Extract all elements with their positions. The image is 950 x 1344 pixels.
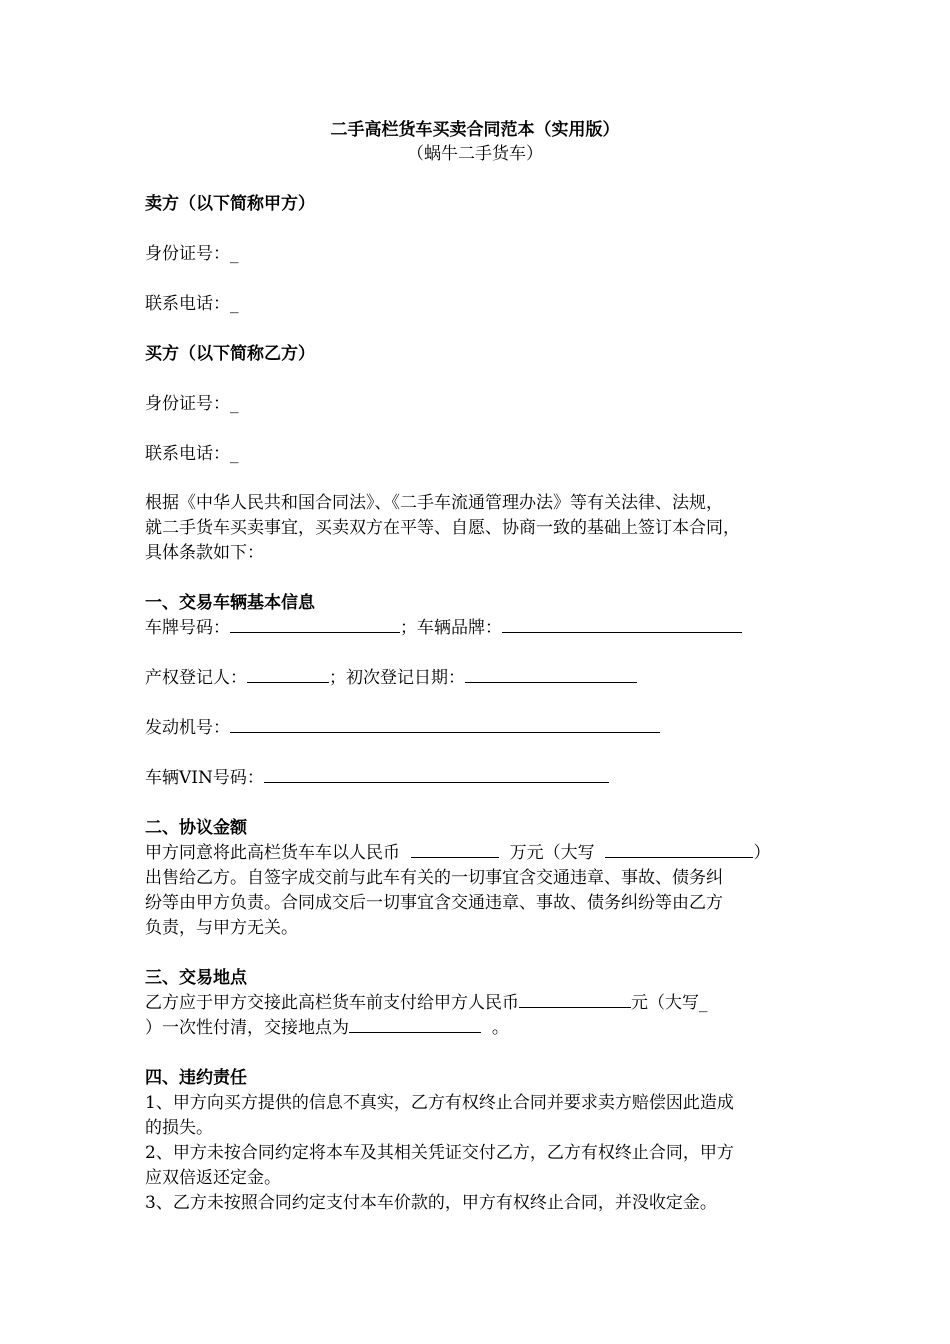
reg-date-blank bbox=[465, 666, 637, 683]
price-blank bbox=[411, 841, 499, 858]
buyer-id-field: 身份证号：_ bbox=[145, 394, 239, 414]
engine-label: 发动机号： bbox=[145, 718, 230, 738]
buyer-phone-field: 联系电话：_ bbox=[145, 444, 239, 464]
section-2-line-2: 出售给乙方。自签字成交前与此车有关的一切事宜含交通违章、事故、债务纠 bbox=[145, 868, 723, 888]
payment-text-a: 乙方应于甲方交接此高栏货车前支付给甲方人民币 bbox=[145, 993, 519, 1013]
intro-line-3: 具体条款如下： bbox=[145, 543, 264, 563]
section-3-heading: 三、交易地点 bbox=[145, 968, 247, 988]
intro-line-1: 根据《中华人民共和国合同法》、《二手车流通管理办法》等有关法律、法规， bbox=[145, 493, 723, 513]
plate-brand-line bbox=[145, 616, 742, 640]
liability-line-5: 3、乙方未按照合同约定支付本车价款的，甲方有权终止合同，并没收定金。 bbox=[145, 1193, 717, 1213]
liability-line-2: 的损失。 bbox=[145, 1118, 213, 1138]
reg-date-label: ；初次登记日期： bbox=[329, 668, 465, 688]
section-1-heading: 一、交易车辆基本信息 bbox=[145, 593, 315, 613]
location-text-b: 。 bbox=[491, 1018, 509, 1038]
location-text-a: ）一次性付清，交接地点为 bbox=[145, 1018, 349, 1038]
document-subtitle: （蜗牛二手货车） bbox=[407, 144, 543, 164]
vin-line bbox=[145, 766, 609, 790]
intro-line-2: 就二手货车买卖事宜，买卖双方在平等、自愿、协商一致的基础上签订本合同， bbox=[145, 518, 740, 538]
seller-id-field: 身份证号：_ bbox=[145, 244, 239, 264]
location-line bbox=[145, 1016, 509, 1040]
brand-label: ；车辆品牌： bbox=[400, 618, 502, 638]
engine-line bbox=[145, 716, 660, 740]
plate-blank bbox=[230, 616, 400, 633]
location-blank bbox=[349, 1016, 481, 1033]
engine-blank bbox=[230, 716, 660, 733]
price-words-blank bbox=[605, 841, 753, 858]
vin-label: 车辆VIN号码： bbox=[145, 768, 264, 788]
section-2-line-3: 纷等由甲方负责。合同成交后一切事宜含交通违章、事故、债务纠纷等由乙方 bbox=[145, 893, 723, 913]
brand-blank bbox=[502, 616, 742, 633]
payment-blank bbox=[519, 991, 631, 1008]
section-4-heading: 四、违约责任 bbox=[145, 1068, 247, 1088]
owner-label: 产权登记人： bbox=[145, 668, 247, 688]
document-title: 二手高栏货车买卖合同范本（实用版） bbox=[330, 120, 620, 140]
buyer-heading: 买方（以下简称乙方） bbox=[145, 344, 315, 364]
seller-phone-field: 联系电话：_ bbox=[145, 294, 239, 314]
liability-line-4: 应双倍返还定金。 bbox=[145, 1168, 281, 1188]
price-line bbox=[145, 841, 770, 865]
liability-line-3: 2、甲方未按合同约定将本车及其相关凭证交付乙方，乙方有权终止合同，甲方 bbox=[145, 1143, 734, 1163]
price-text-c: ） bbox=[753, 843, 771, 863]
payment-line bbox=[145, 991, 708, 1015]
payment-text-b: 元（大写_ bbox=[631, 993, 708, 1013]
vin-blank bbox=[264, 766, 609, 783]
owner-blank bbox=[247, 666, 329, 683]
plate-label: 车牌号码： bbox=[145, 618, 230, 638]
section-2-heading: 二、协议金额 bbox=[145, 818, 247, 838]
price-text-a: 甲方同意将此高栏货车车以人民币 bbox=[145, 843, 400, 863]
section-2-line-4: 负责，与甲方无关。 bbox=[145, 918, 298, 938]
seller-heading: 卖方（以下简称甲方） bbox=[145, 194, 315, 214]
price-text-b: 万元（大写 bbox=[509, 843, 595, 863]
liability-line-1: 1、甲方向买方提供的信息不真实，乙方有权终止合同并要求卖方赔偿因此造成 bbox=[145, 1093, 734, 1113]
owner-date-line bbox=[145, 666, 637, 690]
